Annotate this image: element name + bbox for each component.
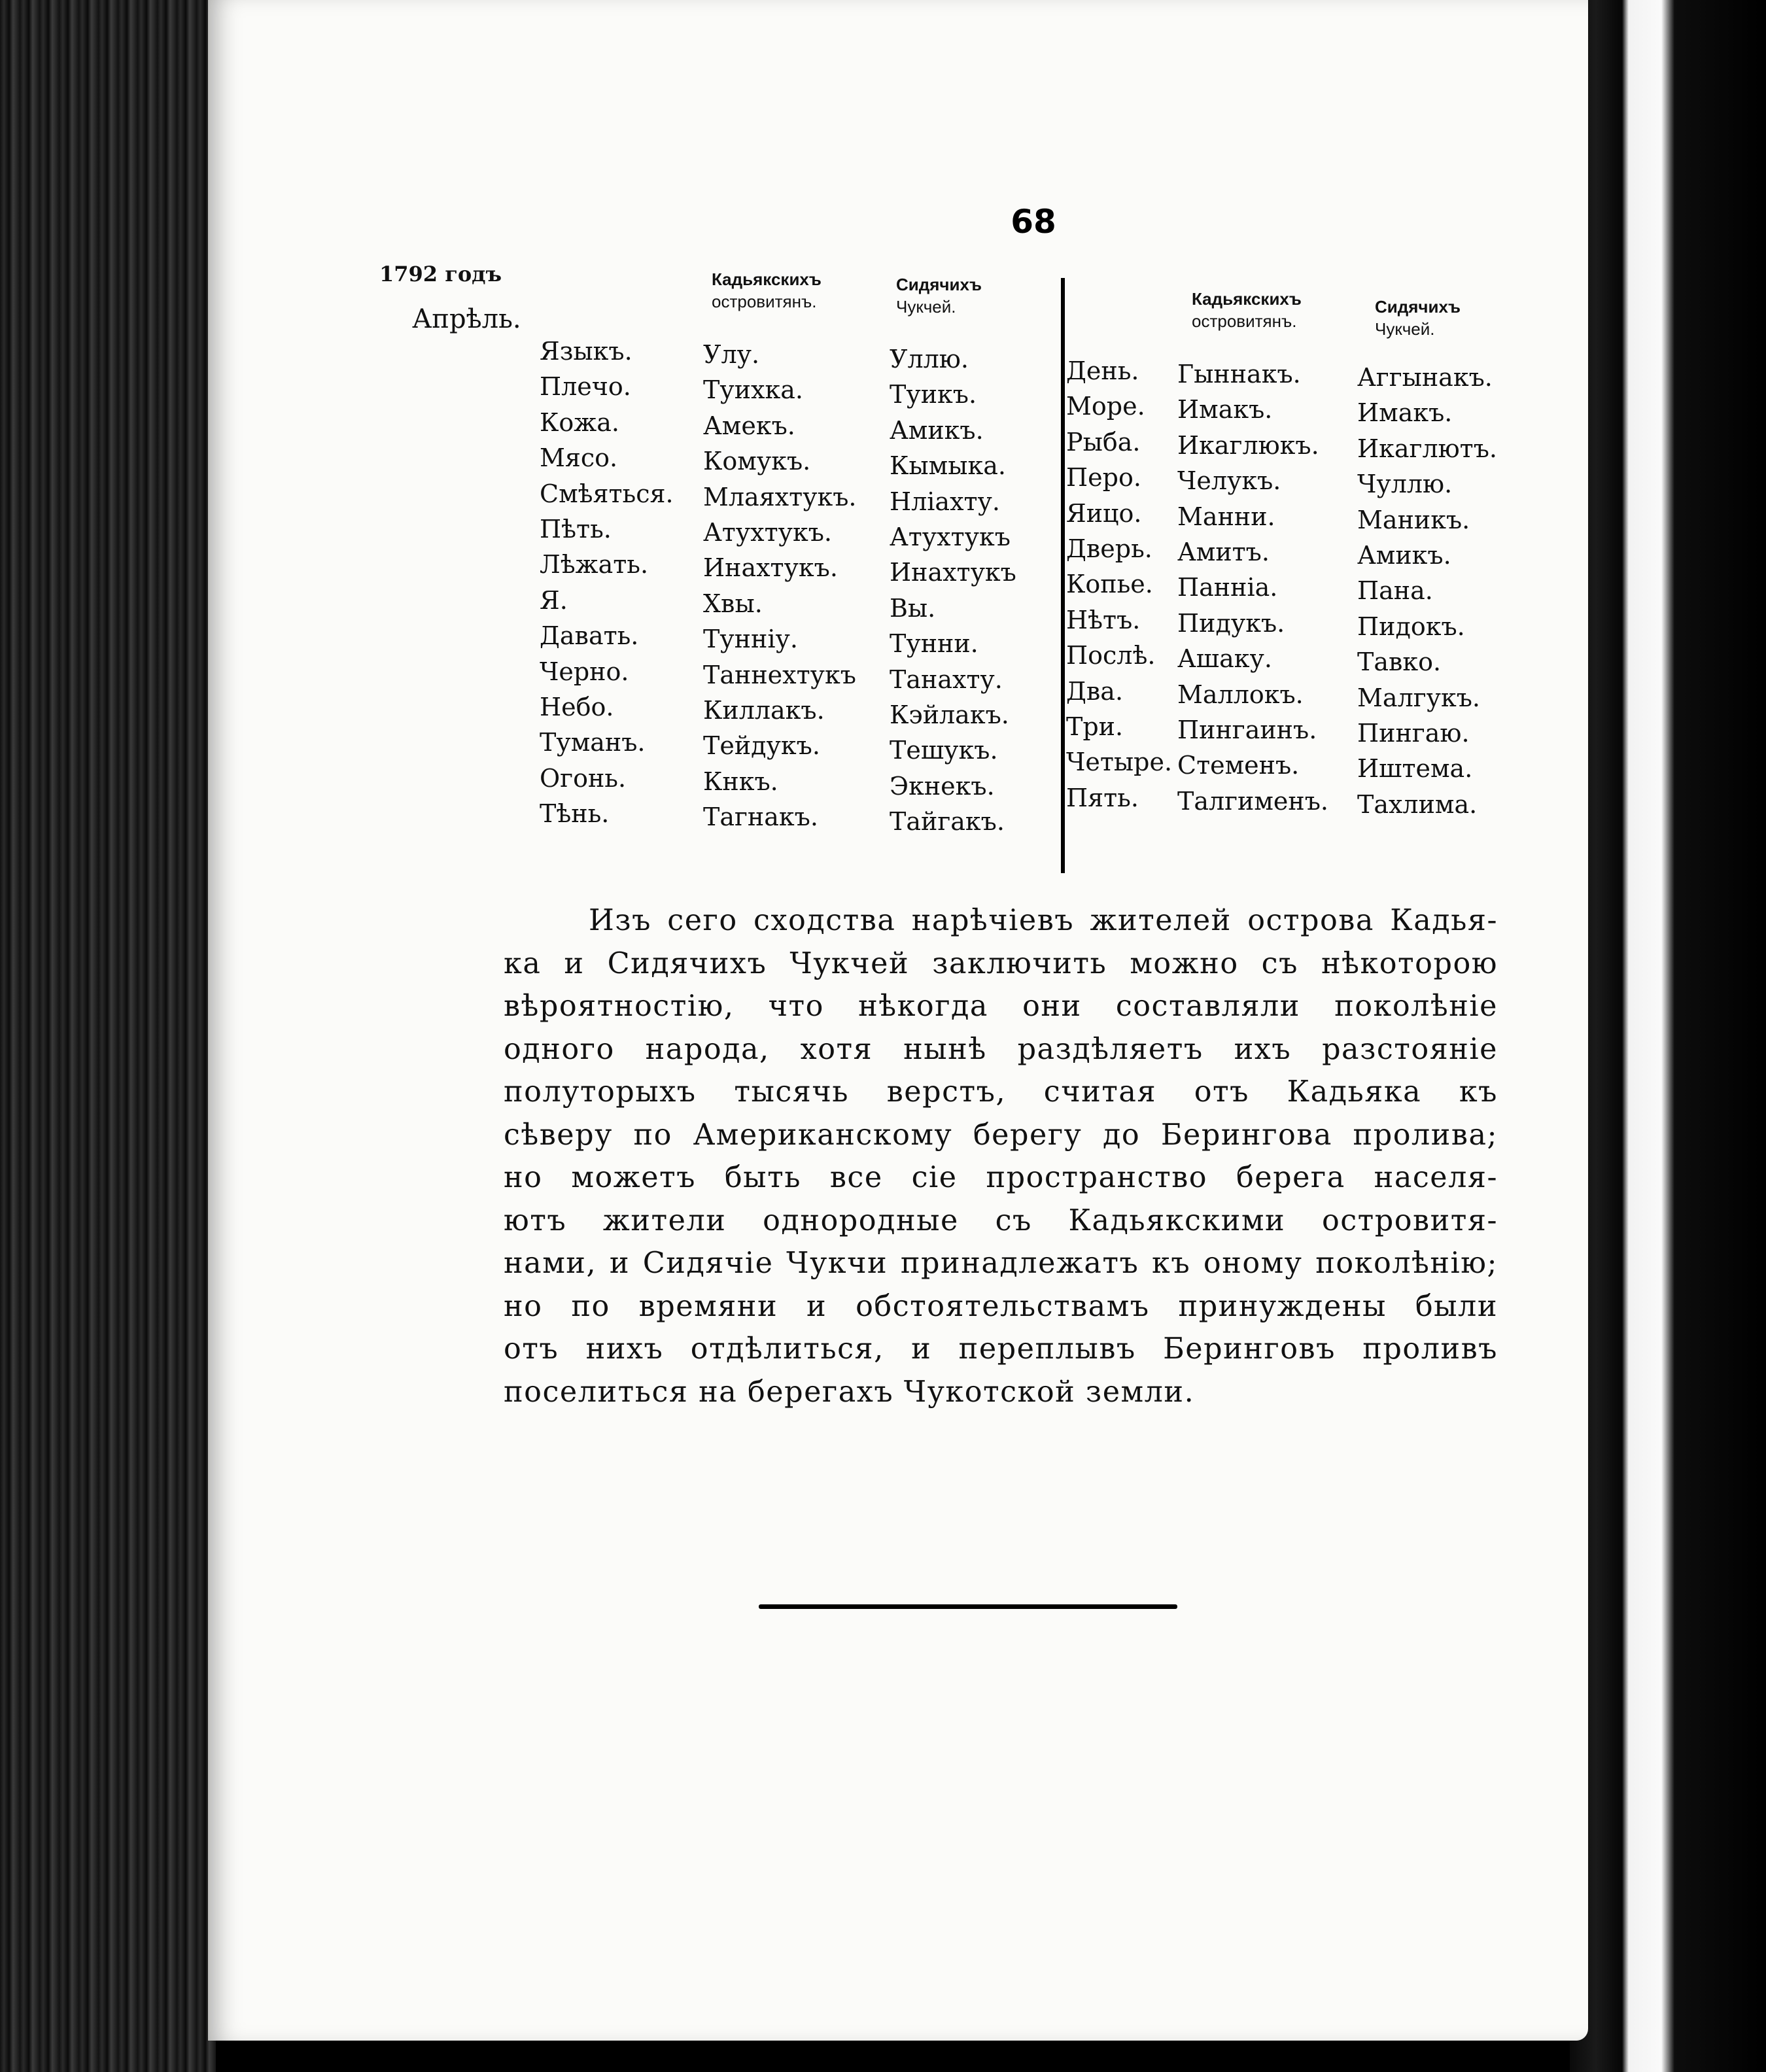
vocab-entry: Комукъ. bbox=[703, 447, 811, 476]
vocab-entry: Смѣяться. bbox=[540, 479, 674, 508]
header-kadyak-left-line2: остpовитянъ. bbox=[712, 292, 817, 311]
right-kadyak-column bbox=[1177, 356, 1328, 819]
vocab-entry: Вы. bbox=[890, 593, 936, 623]
paragraph-line: одного народа, хотя нынѣ раздѣляетъ ихъ разстояніе bbox=[504, 1032, 1498, 1066]
paragraph-line: поселиться на берегахъ Чукотской земли. bbox=[504, 1375, 1195, 1409]
header-kadyak-left-line1: Кадьякскихъ bbox=[712, 269, 822, 289]
paragraph-line: но по времяни и обстоятельствамъ принуждены были bbox=[504, 1289, 1498, 1323]
vocab-entry: Инахтукъ. bbox=[703, 553, 838, 583]
vocab-entry: Амикъ. bbox=[890, 415, 984, 445]
vocab-entry: Кнкъ. bbox=[703, 767, 778, 796]
header-kadyak-left bbox=[712, 268, 822, 313]
vocab-entry: Уллю. bbox=[890, 345, 969, 373]
vocab-entry: Языкъ. bbox=[540, 337, 632, 366]
vocab-entry: Амитъ. bbox=[1177, 537, 1270, 566]
left-russian-column bbox=[540, 334, 674, 831]
vocab-entry: Тешукъ. bbox=[890, 736, 998, 765]
vocab-entry: Панніа. bbox=[1177, 573, 1278, 602]
vocab-entry: Талгименъ. bbox=[1177, 786, 1329, 816]
vocab-entry: Тавко. bbox=[1357, 648, 1442, 677]
header-chukchi-left-line2: Чукчей. bbox=[896, 297, 956, 317]
vocab-entry: Аггынакъ. bbox=[1357, 363, 1493, 392]
vocab-entry: Манни. bbox=[1177, 502, 1275, 531]
vocab-entry: Небо. bbox=[540, 692, 614, 721]
vocab-entry: Маникъ. bbox=[1357, 505, 1470, 534]
header-chukchi-right-line2: Чукчей. bbox=[1375, 319, 1435, 339]
vocab-entry: Нѣтъ. bbox=[1066, 605, 1141, 634]
end-rule bbox=[759, 1604, 1177, 1609]
right-russian-column bbox=[1066, 353, 1172, 816]
vocab-entry: Тагнакъ. bbox=[703, 803, 818, 832]
vocab-entry: Тейдукъ. bbox=[703, 731, 820, 761]
vocab-entry: День. bbox=[1066, 356, 1139, 385]
vocab-entry: Кымыка. bbox=[890, 451, 1006, 481]
vocab-entry: Амекъ. bbox=[703, 411, 795, 440]
header-kadyak-right bbox=[1192, 288, 1302, 332]
vocab-entry: Два. bbox=[1066, 676, 1124, 706]
margin-year: 1792 годъ bbox=[379, 262, 502, 286]
paragraph-line: ка и Сидячихъ Чукчей заключить можно съ нѣкоторою bbox=[504, 946, 1498, 980]
book-spine bbox=[0, 0, 216, 2072]
body-paragraph bbox=[504, 899, 1498, 1413]
vocab-entry: Тахлима. bbox=[1357, 789, 1478, 819]
vocab-entry: Экнекъ. bbox=[890, 771, 995, 801]
vocab-entry: Пять. bbox=[1066, 783, 1139, 812]
vocab-entry: Малгукъ. bbox=[1357, 683, 1480, 712]
vocab-entry: Рыба. bbox=[1066, 427, 1141, 457]
vocab-entry: Плечо. bbox=[540, 372, 631, 402]
vocab-entry: Чуллю. bbox=[1357, 470, 1453, 499]
header-chukchi-left bbox=[896, 273, 982, 318]
vocab-entry: Икаглютъ. bbox=[1357, 434, 1497, 463]
vocab-entry: Инахтукъ bbox=[890, 558, 1016, 587]
header-chukchi-left-line1: Сидячихъ bbox=[896, 275, 982, 294]
vocab-entry: Тайгакъ. bbox=[890, 807, 1005, 837]
vocab-entry: Танахту. bbox=[890, 665, 1003, 694]
vocab-entry: Амикъ. bbox=[1357, 540, 1451, 570]
vocab-entry: Послѣ. bbox=[1066, 641, 1156, 670]
vocab-entry: Перо. bbox=[1066, 463, 1141, 492]
vocab-entry: Кожа. bbox=[540, 407, 619, 437]
right-chukchi-column bbox=[1357, 360, 1497, 822]
paragraph-line: ютъ жители однородные съ Кадьякскими островитя- bbox=[504, 1203, 1498, 1237]
vocab-entry: Маллокъ. bbox=[1177, 680, 1304, 709]
vocab-entry: Ашаку. bbox=[1177, 644, 1272, 674]
vocab-entry: Мясо. bbox=[540, 443, 618, 473]
vocab-entry: Туикъ. bbox=[890, 380, 977, 409]
vocab-entry: Копье. bbox=[1066, 570, 1153, 599]
vocab-entry: Пингаю. bbox=[1357, 718, 1470, 748]
header-chukchi-right bbox=[1375, 296, 1461, 340]
vocab-entry: Улу. bbox=[703, 340, 760, 369]
vocab-entry: Гыннакъ. bbox=[1177, 360, 1301, 389]
left-kadyak-column bbox=[703, 337, 857, 835]
vocab-entry: Стеменъ. bbox=[1177, 751, 1300, 780]
paragraph-line: но можетъ быть все сіе пространство берега населя- bbox=[504, 1161, 1498, 1194]
vocab-entry: Имакъ. bbox=[1357, 398, 1453, 428]
header-kadyak-right-line2: остpовитянъ. bbox=[1192, 311, 1297, 331]
vocab-entry: Хвы. bbox=[703, 589, 763, 618]
paragraph-line: Изъ сего сходства нарѣчіевъ жителей острова Кадья- bbox=[589, 904, 1498, 937]
vocab-entry: Три. bbox=[1066, 712, 1124, 741]
vocab-entry: Дверь. bbox=[1066, 534, 1152, 563]
vocab-entry: Млаяхтукъ. bbox=[703, 482, 857, 511]
vocab-entry: Нліахту. bbox=[890, 487, 1000, 516]
vocab-entry: Атухтукъ bbox=[890, 522, 1011, 551]
vocab-entry: Пидокъ. bbox=[1357, 612, 1465, 641]
vocab-entry: Лѣжать. bbox=[540, 550, 649, 579]
vocab-entry: Иштема. bbox=[1357, 754, 1473, 784]
column-divider bbox=[1061, 278, 1065, 873]
header-chukchi-right-line1: Сидячихъ bbox=[1375, 297, 1461, 317]
page-number: 68 bbox=[1011, 203, 1056, 241]
vocab-entry: Тѣнь. bbox=[540, 799, 610, 829]
vocab-entry: Атухтукъ. bbox=[703, 517, 832, 547]
margin-month: Апрѣль. bbox=[412, 304, 521, 334]
vocab-entry: Яицо. bbox=[1066, 498, 1142, 528]
vocab-entry: Икаглюкъ. bbox=[1177, 430, 1319, 460]
vocab-entry: Пѣть. bbox=[540, 514, 612, 544]
vocab-entry: Таннехтукъ bbox=[703, 660, 856, 689]
vocab-entry: Море. bbox=[1066, 392, 1145, 421]
left-chukchi-column bbox=[890, 341, 1016, 839]
vocab-entry: Киллакъ. bbox=[703, 695, 825, 725]
vocab-entry: Я. bbox=[540, 585, 568, 615]
vocab-entry: Имакъ. bbox=[1177, 395, 1273, 424]
vocab-entry: Четыре. bbox=[1066, 748, 1173, 777]
vocab-entry: Черно. bbox=[540, 657, 629, 686]
facing-page-edge bbox=[1570, 0, 1766, 2072]
vocab-entry: Туихка. bbox=[703, 375, 803, 405]
vocab-entry: Пана. bbox=[1357, 576, 1433, 606]
vocab-entry: Пидукъ. bbox=[1177, 608, 1285, 638]
paragraph-line: отъ нихъ отдѣлиться, и переплывъ Беринговъ проливъ bbox=[504, 1332, 1498, 1366]
vocab-entry: Тунніу. bbox=[703, 625, 798, 654]
paragraph-line: полуторыхъ тысячь верстъ, считая отъ Кадьяка къ bbox=[504, 1075, 1498, 1109]
vocab-entry: Огонь. bbox=[540, 763, 627, 793]
paragraph-line: нами, и Сидячіе Чукчи принадлежатъ къ оному поколѣнію; bbox=[504, 1247, 1498, 1280]
vocab-entry: Тунни. bbox=[890, 629, 978, 659]
vocab-entry: Давать. bbox=[540, 621, 639, 651]
vocab-entry: Кэйлакъ. bbox=[890, 700, 1009, 729]
header-kadyak-right-line1: Кадьякскихъ bbox=[1192, 289, 1302, 309]
vocab-entry: Пингаинъ. bbox=[1177, 715, 1317, 744]
paragraph-line: вѣроятностію, что нѣкогда они составляли поколѣніе bbox=[504, 990, 1498, 1023]
vocab-entry: Туманъ. bbox=[540, 728, 646, 757]
paragraph-line: сѣверу по Американскому берегу до Берингова пролива; bbox=[504, 1118, 1498, 1152]
vocab-entry: Челукъ. bbox=[1177, 466, 1281, 496]
